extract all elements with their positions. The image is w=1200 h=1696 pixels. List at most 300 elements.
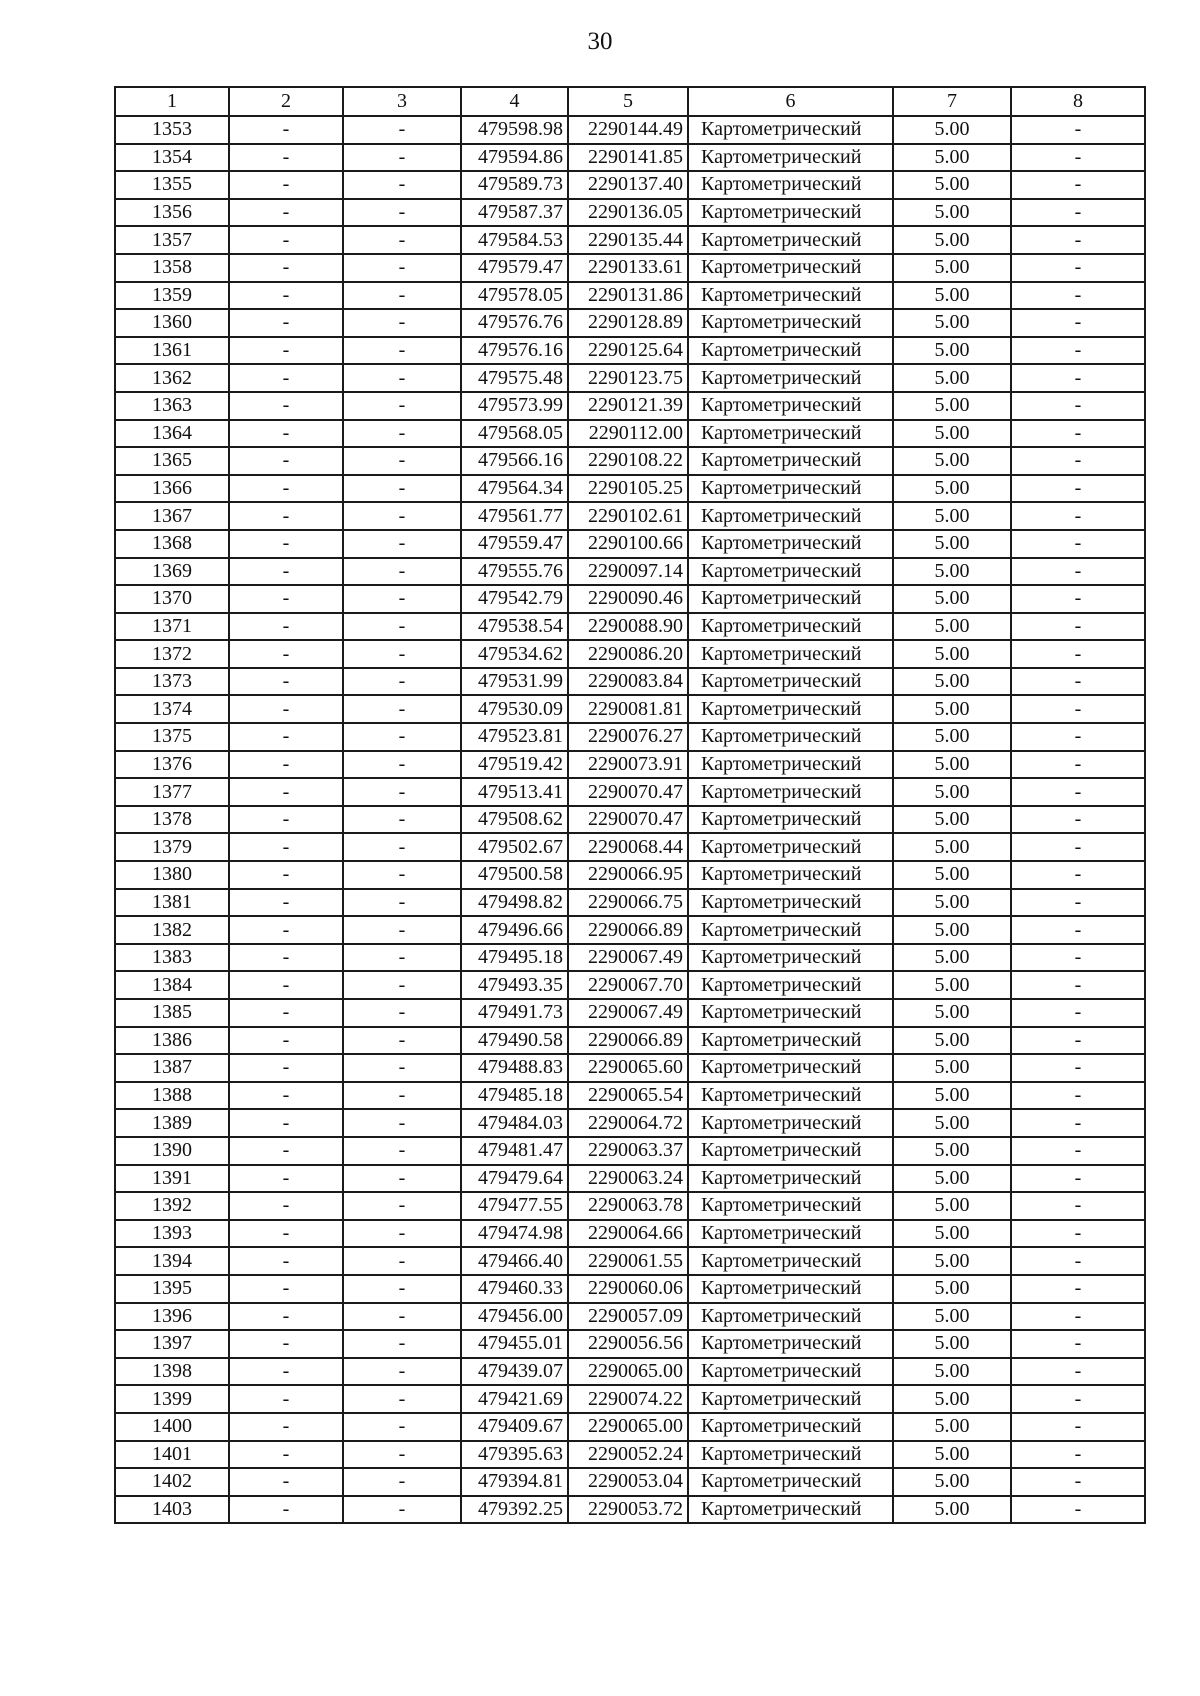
- point-number-cell: 1374: [115, 695, 229, 723]
- x-coordinate-cell: 479466.40: [461, 1247, 568, 1275]
- col8-cell: -: [1011, 199, 1145, 227]
- x-coordinate-cell: 479456.00: [461, 1303, 568, 1331]
- accuracy-cell: 5.00: [893, 640, 1011, 668]
- y-coordinate-cell: 2290065.00: [568, 1413, 688, 1441]
- accuracy-cell: 5.00: [893, 1275, 1011, 1303]
- col3-cell: -: [343, 751, 461, 779]
- x-coordinate-cell: 479455.01: [461, 1330, 568, 1358]
- x-coordinate-cell: 479564.34: [461, 475, 568, 503]
- col2-cell: -: [229, 1303, 343, 1331]
- method-cell: Картометрический: [688, 475, 893, 503]
- col3-cell: -: [343, 1192, 461, 1220]
- col3-cell: -: [343, 364, 461, 392]
- table-row: [115, 475, 1145, 503]
- accuracy-cell: 5.00: [893, 1441, 1011, 1469]
- method-cell: Картометрический: [688, 116, 893, 144]
- point-number-cell: 1390: [115, 1137, 229, 1165]
- point-number-cell: 1373: [115, 668, 229, 696]
- y-coordinate-cell: 2290064.72: [568, 1109, 688, 1137]
- y-coordinate-cell: 2290063.24: [568, 1165, 688, 1193]
- col2-cell: -: [229, 1082, 343, 1110]
- col3-cell: -: [343, 475, 461, 503]
- col2-cell: -: [229, 1165, 343, 1193]
- col3-cell: -: [343, 420, 461, 448]
- col8-cell: -: [1011, 530, 1145, 558]
- table-row: [115, 1330, 1145, 1358]
- method-cell: Картометрический: [688, 309, 893, 337]
- col3-cell: -: [343, 613, 461, 641]
- y-coordinate-cell: 2290070.47: [568, 778, 688, 806]
- y-coordinate-cell: 2290076.27: [568, 723, 688, 751]
- col3-cell: -: [343, 889, 461, 917]
- col2-cell: -: [229, 1220, 343, 1248]
- point-number-cell: 1360: [115, 309, 229, 337]
- accuracy-cell: 5.00: [893, 1385, 1011, 1413]
- y-coordinate-cell: 2290060.06: [568, 1275, 688, 1303]
- y-coordinate-cell: 2290068.44: [568, 833, 688, 861]
- y-coordinate-cell: 2290121.39: [568, 392, 688, 420]
- col8-cell: -: [1011, 1027, 1145, 1055]
- point-number-cell: 1370: [115, 585, 229, 613]
- table-row: [115, 171, 1145, 199]
- table-row: [115, 640, 1145, 668]
- accuracy-cell: 5.00: [893, 1413, 1011, 1441]
- col8-cell: -: [1011, 392, 1145, 420]
- x-coordinate-cell: 479394.81: [461, 1468, 568, 1496]
- y-coordinate-cell: 2290063.37: [568, 1137, 688, 1165]
- accuracy-cell: 5.00: [893, 447, 1011, 475]
- point-number-cell: 1372: [115, 640, 229, 668]
- col8-cell: -: [1011, 309, 1145, 337]
- table-row: [115, 723, 1145, 751]
- y-coordinate-cell: 2290137.40: [568, 171, 688, 199]
- col3-cell: -: [343, 944, 461, 972]
- col2-cell: -: [229, 778, 343, 806]
- table-row: [115, 226, 1145, 254]
- col8-cell: -: [1011, 254, 1145, 282]
- point-number-cell: 1376: [115, 751, 229, 779]
- col8-cell: -: [1011, 1330, 1145, 1358]
- point-number-cell: 1353: [115, 116, 229, 144]
- x-coordinate-cell: 479508.62: [461, 806, 568, 834]
- y-coordinate-cell: 2290064.66: [568, 1220, 688, 1248]
- col2-cell: -: [229, 971, 343, 999]
- y-coordinate-cell: 2290053.72: [568, 1496, 688, 1524]
- point-number-cell: 1398: [115, 1358, 229, 1386]
- col3-cell: -: [343, 447, 461, 475]
- x-coordinate-cell: 479439.07: [461, 1358, 568, 1386]
- x-coordinate-cell: 479538.54: [461, 613, 568, 641]
- accuracy-cell: 5.00: [893, 1330, 1011, 1358]
- method-cell: Картометрический: [688, 226, 893, 254]
- y-coordinate-cell: 2290090.46: [568, 585, 688, 613]
- accuracy-cell: 5.00: [893, 199, 1011, 227]
- col3-cell: -: [343, 309, 461, 337]
- table-row: [115, 1385, 1145, 1413]
- col2-cell: -: [229, 999, 343, 1027]
- col3-cell: -: [343, 1358, 461, 1386]
- accuracy-cell: 5.00: [893, 613, 1011, 641]
- point-number-cell: 1377: [115, 778, 229, 806]
- col3-cell: -: [343, 558, 461, 586]
- method-cell: Картометрический: [688, 668, 893, 696]
- method-cell: Картометрический: [688, 1082, 893, 1110]
- table-row: [115, 1165, 1145, 1193]
- table-row: [115, 889, 1145, 917]
- col3-cell: -: [343, 1165, 461, 1193]
- accuracy-cell: 5.00: [893, 1220, 1011, 1248]
- col2-cell: -: [229, 695, 343, 723]
- col2-cell: -: [229, 1441, 343, 1469]
- y-coordinate-cell: 2290053.04: [568, 1468, 688, 1496]
- table-row: [115, 613, 1145, 641]
- method-cell: Картометрический: [688, 999, 893, 1027]
- y-coordinate-cell: 2290135.44: [568, 226, 688, 254]
- x-coordinate-cell: 479498.82: [461, 889, 568, 917]
- accuracy-cell: 5.00: [893, 254, 1011, 282]
- col3-cell: -: [343, 1441, 461, 1469]
- col8-cell: -: [1011, 640, 1145, 668]
- x-coordinate-cell: 479496.66: [461, 916, 568, 944]
- accuracy-cell: 5.00: [893, 1109, 1011, 1137]
- y-coordinate-cell: 2290141.85: [568, 144, 688, 172]
- method-cell: Картометрический: [688, 1220, 893, 1248]
- x-coordinate-cell: 479495.18: [461, 944, 568, 972]
- method-cell: Картометрический: [688, 1385, 893, 1413]
- y-coordinate-cell: 2290088.90: [568, 613, 688, 641]
- x-coordinate-cell: 479460.33: [461, 1275, 568, 1303]
- col8-cell: -: [1011, 668, 1145, 696]
- y-coordinate-cell: 2290131.86: [568, 282, 688, 310]
- point-number-cell: 1394: [115, 1247, 229, 1275]
- table-row: [115, 1468, 1145, 1496]
- accuracy-cell: 5.00: [893, 226, 1011, 254]
- x-coordinate-cell: 479584.53: [461, 226, 568, 254]
- table-row: [115, 1496, 1145, 1524]
- x-coordinate-cell: 479598.98: [461, 116, 568, 144]
- method-cell: Картометрический: [688, 916, 893, 944]
- col3-cell: -: [343, 668, 461, 696]
- method-cell: Картометрический: [688, 1358, 893, 1386]
- col2-cell: -: [229, 1413, 343, 1441]
- col3-cell: -: [343, 282, 461, 310]
- point-number-cell: 1355: [115, 171, 229, 199]
- col8-cell: -: [1011, 613, 1145, 641]
- method-cell: Картометрический: [688, 585, 893, 613]
- col3-cell: -: [343, 1220, 461, 1248]
- table-row: [115, 806, 1145, 834]
- col3-cell: -: [343, 171, 461, 199]
- table-row: [115, 1275, 1145, 1303]
- col2-cell: -: [229, 199, 343, 227]
- accuracy-cell: 5.00: [893, 889, 1011, 917]
- col2-cell: -: [229, 254, 343, 282]
- accuracy-cell: 5.00: [893, 1358, 1011, 1386]
- accuracy-cell: 5.00: [893, 475, 1011, 503]
- col8-cell: -: [1011, 447, 1145, 475]
- point-number-cell: 1379: [115, 833, 229, 861]
- point-number-cell: 1385: [115, 999, 229, 1027]
- col2-cell: -: [229, 668, 343, 696]
- point-number-cell: 1375: [115, 723, 229, 751]
- table-row: [115, 1358, 1145, 1386]
- col3-cell: -: [343, 502, 461, 530]
- col2-cell: -: [229, 1027, 343, 1055]
- x-coordinate-cell: 479575.48: [461, 364, 568, 392]
- point-number-cell: 1386: [115, 1027, 229, 1055]
- point-number-cell: 1400: [115, 1413, 229, 1441]
- col8-cell: -: [1011, 695, 1145, 723]
- col8-cell: -: [1011, 1082, 1145, 1110]
- column-header: 4: [461, 87, 568, 116]
- accuracy-cell: 5.00: [893, 1468, 1011, 1496]
- point-number-cell: 1396: [115, 1303, 229, 1331]
- x-coordinate-cell: 479490.58: [461, 1027, 568, 1055]
- accuracy-cell: 5.00: [893, 364, 1011, 392]
- col8-cell: -: [1011, 1385, 1145, 1413]
- accuracy-cell: 5.00: [893, 916, 1011, 944]
- col3-cell: -: [343, 1385, 461, 1413]
- accuracy-cell: 5.00: [893, 530, 1011, 558]
- col2-cell: -: [229, 1247, 343, 1275]
- x-coordinate-cell: 479474.98: [461, 1220, 568, 1248]
- x-coordinate-cell: 479579.47: [461, 254, 568, 282]
- col8-cell: -: [1011, 1247, 1145, 1275]
- method-cell: Картометрический: [688, 723, 893, 751]
- point-number-cell: 1359: [115, 282, 229, 310]
- method-cell: Картометрический: [688, 1496, 893, 1524]
- accuracy-cell: 5.00: [893, 392, 1011, 420]
- col8-cell: -: [1011, 723, 1145, 751]
- point-number-cell: 1388: [115, 1082, 229, 1110]
- accuracy-cell: 5.00: [893, 116, 1011, 144]
- col2-cell: -: [229, 916, 343, 944]
- x-coordinate-cell: 479519.42: [461, 751, 568, 779]
- accuracy-cell: 5.00: [893, 1192, 1011, 1220]
- x-coordinate-cell: 479531.99: [461, 668, 568, 696]
- accuracy-cell: 5.00: [893, 1496, 1011, 1524]
- x-coordinate-cell: 479409.67: [461, 1413, 568, 1441]
- x-coordinate-cell: 479573.99: [461, 392, 568, 420]
- col2-cell: -: [229, 861, 343, 889]
- col3-cell: -: [343, 1082, 461, 1110]
- col2-cell: -: [229, 226, 343, 254]
- x-coordinate-cell: 479484.03: [461, 1109, 568, 1137]
- accuracy-cell: 5.00: [893, 1247, 1011, 1275]
- y-coordinate-cell: 2290102.61: [568, 502, 688, 530]
- col2-cell: -: [229, 1496, 343, 1524]
- col2-cell: -: [229, 1358, 343, 1386]
- y-coordinate-cell: 2290057.09: [568, 1303, 688, 1331]
- col2-cell: -: [229, 944, 343, 972]
- col8-cell: -: [1011, 1441, 1145, 1469]
- table-row: [115, 530, 1145, 558]
- table-row: [115, 447, 1145, 475]
- method-cell: Картометрический: [688, 640, 893, 668]
- col8-cell: -: [1011, 889, 1145, 917]
- point-number-cell: 1371: [115, 613, 229, 641]
- point-number-cell: 1367: [115, 502, 229, 530]
- point-number-cell: 1397: [115, 1330, 229, 1358]
- col8-cell: -: [1011, 916, 1145, 944]
- method-cell: Картометрический: [688, 171, 893, 199]
- col2-cell: -: [229, 475, 343, 503]
- col3-cell: -: [343, 1330, 461, 1358]
- x-coordinate-cell: 479530.09: [461, 695, 568, 723]
- col8-cell: -: [1011, 1303, 1145, 1331]
- accuracy-cell: 5.00: [893, 861, 1011, 889]
- col8-cell: -: [1011, 1165, 1145, 1193]
- table-row: [115, 502, 1145, 530]
- col2-cell: -: [229, 1330, 343, 1358]
- col3-cell: -: [343, 1137, 461, 1165]
- col8-cell: -: [1011, 364, 1145, 392]
- x-coordinate-cell: 479555.76: [461, 558, 568, 586]
- method-cell: Картометрический: [688, 695, 893, 723]
- col2-cell: -: [229, 530, 343, 558]
- col3-cell: -: [343, 1275, 461, 1303]
- y-coordinate-cell: 2290081.81: [568, 695, 688, 723]
- col2-cell: -: [229, 1137, 343, 1165]
- method-cell: Картометрический: [688, 833, 893, 861]
- table-row: [115, 833, 1145, 861]
- point-number-cell: 1366: [115, 475, 229, 503]
- col8-cell: -: [1011, 1496, 1145, 1524]
- accuracy-cell: 5.00: [893, 971, 1011, 999]
- point-number-cell: 1382: [115, 916, 229, 944]
- method-cell: Картометрический: [688, 1192, 893, 1220]
- col3-cell: -: [343, 999, 461, 1027]
- col3-cell: -: [343, 806, 461, 834]
- col8-cell: -: [1011, 751, 1145, 779]
- point-number-cell: 1392: [115, 1192, 229, 1220]
- x-coordinate-cell: 479500.58: [461, 861, 568, 889]
- column-header: 5: [568, 87, 688, 116]
- y-coordinate-cell: 2290125.64: [568, 337, 688, 365]
- y-coordinate-cell: 2290067.49: [568, 944, 688, 972]
- point-number-cell: 1356: [115, 199, 229, 227]
- accuracy-cell: 5.00: [893, 1137, 1011, 1165]
- accuracy-cell: 5.00: [893, 1303, 1011, 1331]
- point-number-cell: 1401: [115, 1441, 229, 1469]
- col3-cell: -: [343, 585, 461, 613]
- col8-cell: -: [1011, 116, 1145, 144]
- point-number-cell: 1391: [115, 1165, 229, 1193]
- col2-cell: -: [229, 1385, 343, 1413]
- method-cell: Картометрический: [688, 199, 893, 227]
- col8-cell: -: [1011, 999, 1145, 1027]
- col3-cell: -: [343, 695, 461, 723]
- accuracy-cell: 5.00: [893, 999, 1011, 1027]
- y-coordinate-cell: 2290066.75: [568, 889, 688, 917]
- col3-cell: -: [343, 1109, 461, 1137]
- col8-cell: -: [1011, 1468, 1145, 1496]
- x-coordinate-cell: 479481.47: [461, 1137, 568, 1165]
- x-coordinate-cell: 479523.81: [461, 723, 568, 751]
- y-coordinate-cell: 2290133.61: [568, 254, 688, 282]
- col3-cell: -: [343, 116, 461, 144]
- table-row: [115, 309, 1145, 337]
- point-number-cell: 1368: [115, 530, 229, 558]
- y-coordinate-cell: 2290074.22: [568, 1385, 688, 1413]
- table-row: [115, 1192, 1145, 1220]
- y-coordinate-cell: 2290086.20: [568, 640, 688, 668]
- col3-cell: -: [343, 144, 461, 172]
- point-number-cell: 1365: [115, 447, 229, 475]
- col2-cell: -: [229, 1054, 343, 1082]
- col8-cell: -: [1011, 1054, 1145, 1082]
- table-row: [115, 695, 1145, 723]
- table-row: [115, 585, 1145, 613]
- col2-cell: -: [229, 1192, 343, 1220]
- y-coordinate-cell: 2290065.00: [568, 1358, 688, 1386]
- col2-cell: -: [229, 723, 343, 751]
- x-coordinate-cell: 479534.62: [461, 640, 568, 668]
- point-number-cell: 1399: [115, 1385, 229, 1413]
- accuracy-cell: 5.00: [893, 944, 1011, 972]
- point-number-cell: 1363: [115, 392, 229, 420]
- method-cell: Картометрический: [688, 1247, 893, 1275]
- accuracy-cell: 5.00: [893, 833, 1011, 861]
- y-coordinate-cell: 2290067.49: [568, 999, 688, 1027]
- x-coordinate-cell: 479485.18: [461, 1082, 568, 1110]
- x-coordinate-cell: 479493.35: [461, 971, 568, 999]
- table-header-row: [115, 87, 1145, 116]
- y-coordinate-cell: 2290065.60: [568, 1054, 688, 1082]
- y-coordinate-cell: 2290097.14: [568, 558, 688, 586]
- accuracy-cell: 5.00: [893, 1027, 1011, 1055]
- table-row: [115, 254, 1145, 282]
- col2-cell: -: [229, 144, 343, 172]
- table-row: [115, 916, 1145, 944]
- method-cell: Картометрический: [688, 254, 893, 282]
- column-header: 1: [115, 87, 229, 116]
- table-row: [115, 1303, 1145, 1331]
- method-cell: Картометрический: [688, 1137, 893, 1165]
- table-row: [115, 1027, 1145, 1055]
- table-row: [115, 1220, 1145, 1248]
- y-coordinate-cell: 2290100.66: [568, 530, 688, 558]
- x-coordinate-cell: 479587.37: [461, 199, 568, 227]
- table-row: [115, 337, 1145, 365]
- table-row: [115, 944, 1145, 972]
- col3-cell: -: [343, 1496, 461, 1524]
- accuracy-cell: 5.00: [893, 585, 1011, 613]
- table-row: [115, 1109, 1145, 1137]
- point-number-cell: 1362: [115, 364, 229, 392]
- accuracy-cell: 5.00: [893, 778, 1011, 806]
- col3-cell: -: [343, 392, 461, 420]
- col3-cell: -: [343, 337, 461, 365]
- x-coordinate-cell: 479578.05: [461, 282, 568, 310]
- method-cell: Картометрический: [688, 1330, 893, 1358]
- col3-cell: -: [343, 1027, 461, 1055]
- col2-cell: -: [229, 889, 343, 917]
- col2-cell: -: [229, 613, 343, 641]
- col2-cell: -: [229, 282, 343, 310]
- col8-cell: -: [1011, 833, 1145, 861]
- y-coordinate-cell: 2290066.89: [568, 916, 688, 944]
- table-row: [115, 751, 1145, 779]
- x-coordinate-cell: 479576.16: [461, 337, 568, 365]
- method-cell: Картометрический: [688, 282, 893, 310]
- accuracy-cell: 5.00: [893, 309, 1011, 337]
- accuracy-cell: 5.00: [893, 1082, 1011, 1110]
- x-coordinate-cell: 479421.69: [461, 1385, 568, 1413]
- table-row: [115, 778, 1145, 806]
- accuracy-cell: 5.00: [893, 337, 1011, 365]
- accuracy-cell: 5.00: [893, 806, 1011, 834]
